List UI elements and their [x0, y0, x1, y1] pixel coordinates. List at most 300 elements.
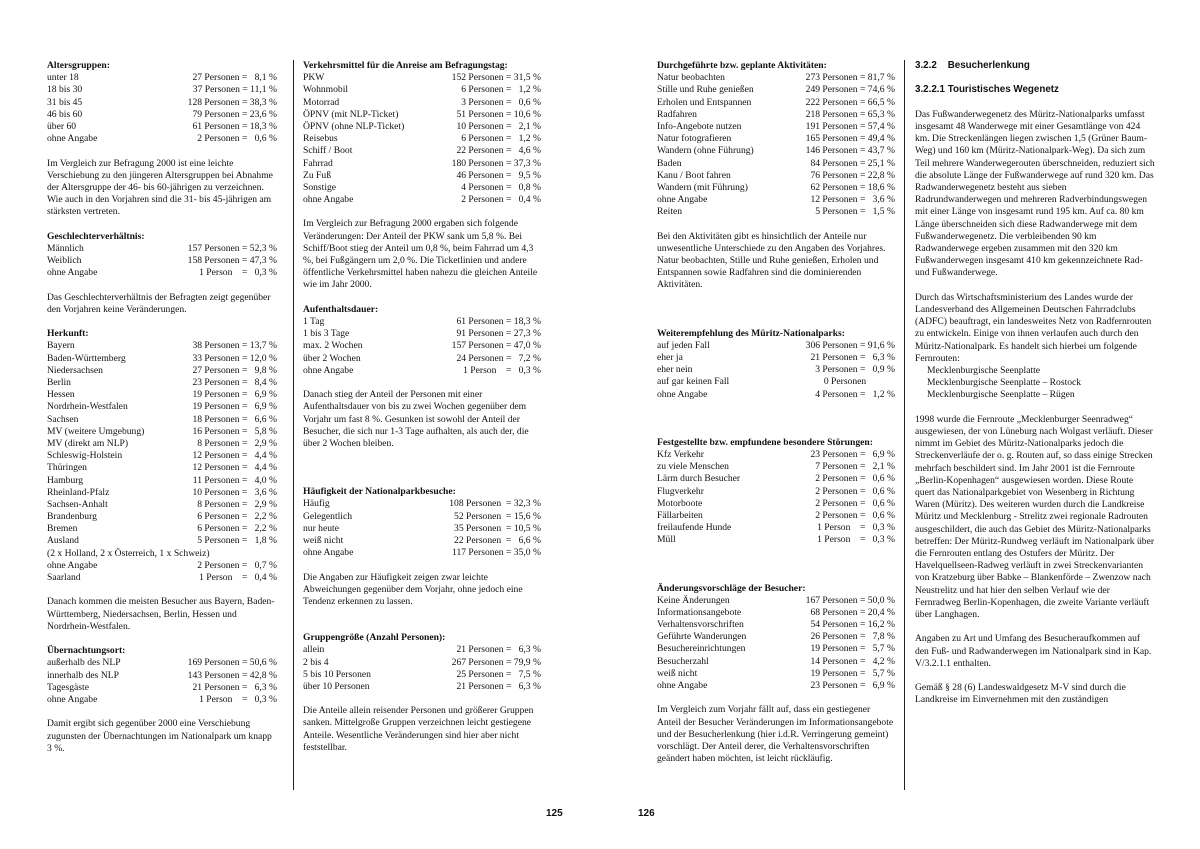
row-label: MV (direkt am NLP) — [47, 437, 129, 449]
row-value: 10 Personen = 2,1 % — [456, 120, 541, 132]
row-value: 19 Personen = 5,7 % — [810, 643, 895, 655]
table-row — [657, 643, 895, 655]
row-value: 157 Personen = 47,0 % — [451, 340, 541, 352]
table-row — [47, 255, 277, 267]
herkunft-text: Danach kommen die meisten Besucher aus Bayern, Baden-Württemberg, Niedersachsen, Berlin, Hessen und Nordrhein-Westfalen. — [47, 596, 275, 632]
section-number: 3.2.2 — [915, 60, 937, 71]
page-126-column-1 — [657, 60, 895, 778]
table-row — [657, 389, 895, 401]
row-label: ohne Angabe — [47, 559, 98, 571]
row-label: Wandern (mit Führung) — [657, 181, 748, 193]
table-row — [303, 97, 541, 109]
table-row — [303, 511, 541, 523]
row-value: 14 Personen = 4,2 % — [810, 655, 895, 667]
table-row — [47, 487, 277, 499]
row-value: 3 Personen = 0,9 % — [815, 364, 895, 376]
column-divider-right — [904, 60, 905, 790]
table-row — [657, 595, 895, 607]
row-label: Reisebus — [303, 133, 338, 145]
row-label: Keine Änderungen — [657, 594, 730, 606]
row-value: 33 Personen = 12,0 % — [192, 352, 277, 364]
row-label: Zu Fuß — [303, 169, 331, 181]
row-value: 5 Personen = 1,8 % — [197, 535, 277, 547]
row-label: Rheinland-Pfalz — [47, 486, 110, 498]
row-label: innerhalb des NLP — [47, 669, 119, 681]
row-value: 12 Personen = 4,4 % — [192, 462, 277, 474]
table-row — [47, 340, 277, 352]
table-row — [47, 523, 277, 535]
row-value: 152 Personen = 31,5 % — [451, 72, 541, 84]
row-value: 143 Personen = 42,8 % — [187, 669, 277, 681]
row-label: allein — [303, 644, 325, 656]
row-value: 2 Personen = 0,4 % — [461, 194, 541, 206]
table-row — [657, 668, 895, 680]
row-label: Natur beobachten — [657, 72, 725, 84]
row-label: Info-Angebote nutzen — [657, 120, 742, 132]
row-value: 158 Personen = 47,3 % — [187, 255, 277, 267]
row-label: auf gar keinen Fall — [657, 376, 730, 388]
row-value: 61 Personen = 18,3 % — [192, 120, 277, 132]
table-row — [657, 619, 895, 631]
table-row — [47, 389, 277, 401]
row-value: 16 Personen = 5,8 % — [192, 425, 277, 437]
row-value: 180 Personen = 37,3 % — [451, 157, 541, 169]
row-label: Motorrad — [303, 96, 340, 108]
row-label: 18 bis 30 — [47, 84, 83, 96]
row-label: Hessen — [47, 389, 75, 401]
table-row — [47, 72, 277, 84]
haeufigkeit-text: Die Angaben zur Häufigkeit zeigen zwar leichte Abweichungen gegenüber dem Vorjahr, ohne jedoch eine Tendenz erkennen zu lassen. — [303, 571, 523, 607]
table-row — [303, 365, 541, 377]
table-row — [303, 547, 541, 559]
row-value: 12 Personen = 4,4 % — [192, 450, 277, 462]
row-label: ohne Angabe — [657, 388, 708, 400]
row-value: 91 Personen = 27,3 % — [456, 328, 541, 340]
row-value: 21 Personen = 6,3 % — [456, 644, 541, 656]
table-row — [303, 644, 541, 656]
table-row — [47, 682, 277, 694]
vorschlaege-text: Im Vergleich zum Vorjahr fällt auf, dass ein gestiegener Anteil der Besucher Veränderungen im Informationsangebote und der Besucherlenkung (hier i.d.R. Verringerung gemeint) vorschlägt. Der Anteil derer, die Verhaltensvorschriften geändert haben möchten, ist leicht rückläufig. — [657, 704, 894, 765]
row-value: 2 Personen = 0,6 % — [815, 497, 895, 509]
row-value: 4 Personen = 1,2 % — [815, 388, 895, 400]
subsection-number: 3.2.2.1 — [915, 84, 945, 96]
table-row — [47, 267, 277, 279]
row-label: Sachsen — [47, 413, 79, 425]
table-row — [47, 243, 277, 255]
row-value: 61 Personen = 18,3 % — [456, 316, 541, 328]
row-label: 5 bis 10 Personen — [303, 668, 371, 680]
table-row — [303, 340, 541, 352]
row-label: Männlich — [47, 242, 84, 254]
row-label: Niedersachsen — [47, 364, 103, 376]
row-label: Schiff / Boot — [303, 145, 353, 157]
table-row — [47, 84, 277, 96]
verkehrsmittel-heading: Verkehrsmittel für die Anreise am Befragungstag: — [303, 60, 508, 71]
row-value: 267 Personen = 79,9 % — [451, 656, 541, 668]
row-label: Baden-Württemberg — [47, 352, 126, 364]
table-row — [303, 681, 541, 693]
row-label: freilaufende Hunde — [657, 522, 732, 534]
row-label: Sonstige — [303, 181, 337, 193]
table-row — [657, 498, 895, 510]
table-row — [47, 694, 277, 706]
row-value: 35 Personen = 10,5 % — [454, 522, 541, 534]
table-row — [657, 133, 895, 145]
row-label: MV (weitere Umgebung) — [47, 425, 145, 437]
table-row — [303, 158, 541, 170]
subsection-heading — [915, 84, 1155, 96]
gruppe-heading: Gruppengröße (Anzahl Personen): — [303, 632, 446, 644]
stoerungen-section — [657, 437, 895, 547]
row-value: 8 Personen = 2,9 % — [197, 437, 277, 449]
table-row — [303, 72, 541, 84]
table-row — [47, 438, 277, 450]
table-row — [47, 97, 277, 109]
page-number-left: 125 — [546, 808, 563, 819]
row-label: Flugverkehr — [657, 485, 704, 497]
row-label: Informationsangebote — [657, 606, 742, 618]
row-value: 52 Personen = 15,6 % — [454, 510, 541, 522]
row-label: ÖPNV (ohne NLP-Ticket) — [303, 120, 405, 132]
table-row — [657, 486, 895, 498]
table-row — [47, 401, 277, 413]
altersgruppen-section — [47, 60, 277, 145]
row-value: 27 Personen = 9,8 % — [192, 364, 277, 376]
row-value: 128 Personen = 38,3 % — [187, 96, 277, 108]
row-value: 1 Person = 0,4 % — [199, 572, 277, 584]
row-value: 19 Personen = 5,7 % — [810, 667, 895, 679]
altersgruppen-text: Im Vergleich zur Befragung 2000 ist eine leichte Verschiebung zu den jüngeren Altersgruppen bei Abnahme der Altersgruppe der 46- bis 60-jährigen zu verzeichnen. Wie auch in den Vorjahren sind die 31- bis 45-jährigen am stärksten vertreten. — [47, 157, 273, 218]
table-row — [657, 352, 895, 364]
row-label: Natur fotografieren — [657, 133, 732, 145]
ausland-note: (2 x Holland, 2 x Österreich, 1 x Schweiz) — [47, 547, 210, 559]
row-label: ohne Angabe — [47, 267, 98, 279]
row-label: Erholen und Entspannen — [657, 96, 752, 108]
row-value: 18 Personen = 6,6 % — [192, 413, 277, 425]
row-label: Reiten — [657, 206, 683, 218]
row-value: 6 Personen = 1,2 % — [461, 133, 541, 145]
table-row — [657, 84, 895, 96]
table-row — [47, 657, 277, 669]
table-row — [657, 182, 895, 194]
row-label: Stille und Ruhe genießen — [657, 84, 754, 96]
table-row — [47, 499, 277, 511]
table-row — [303, 194, 541, 206]
table-row — [657, 145, 895, 157]
row-label: weiß nicht — [303, 534, 344, 546]
row-value: 165 Personen = 49,4 % — [805, 133, 895, 145]
row-label: Schleswig-Holstein — [47, 450, 123, 462]
table-row — [303, 669, 541, 681]
row-label: ohne Angabe — [657, 194, 708, 206]
table-row — [303, 498, 541, 510]
subsection-title: Touristisches Wegenetz — [947, 84, 1059, 96]
row-value: 6 Personen = 1,2 % — [461, 84, 541, 96]
aufenthalt-text: Danach stieg der Anteil der Personen mit einer Aufenthaltsdauer von bis zu zwei Wochen gegenüber dem Vorjahr um fast 8 %. Gesunken ist sowohl der Anteil der Besucher, die sich nur 1-3 Tage aufhalten, als auch der, die über 2 Wochen bleiben. — [303, 389, 529, 449]
row-label: Häufig — [303, 498, 330, 510]
row-value: 12 Personen = 3,6 % — [810, 194, 895, 206]
wegenetz-paragraph-3: 1998 wurde die Fernroute „Mecklenburger Seenradweg“ ausgewiesen, der von Lüneburg nach Wolgast verläuft. Dieser nimmt im Gebiet des Müritz-Nationalparks jedoch die Streckenverläufe der o. g. Routen auf, so dass einige Strecken mehrfach beschildert sind. Im Jahr 2001 ist die Fernroute „Berlin-Kopenhagen“ ausgewiesen worden. Diese Route quert das Nationalparkgebiet von Wesenberg in Richtung Waren (Müritz). Des weiteren wurden durch die Landkreise Müritz und Mecklenburg - Strelitz zwei regionale Radrouten ausgeschildert, die auch das Gebiet des Müritz-Nationalparks betreffen: Der Müritz-Rundweg verläuft im Nationalpark über die Fernrouten entlang des Ostufers der Müritz. Der Havelquellseen-Radweg verläuft in zwei Streckenvarianten von Kratzeburg über Babke – Blankenförde – Zwenzow nach Neustrelitz und hat hier den selben Verlauf wie der Fernradweg Berlin-Kopenhagen, die zweite Variante verläuft über Langhagen. — [915, 413, 1155, 621]
table-row — [47, 670, 277, 682]
row-label: Lärm durch Besucher — [657, 473, 741, 485]
row-value: 19 Personen = 6,9 % — [192, 389, 277, 401]
row-label: Brandenburg — [47, 511, 97, 523]
wegenetz-paragraph-5: Gemäß § 28 (6) Landeswaldgesetz M-V sind durch die Landkreise im Einvernehmen mit den zuständigen — [915, 682, 1126, 706]
row-value: 68 Personen = 20,4 % — [810, 606, 895, 618]
gruppe-text: Die Anteile allein reisender Personen und größerer Gruppen sanken. Mittelgroße Gruppen verzeichnen leicht gestiegene Anteile. Wesentliche Veränderungen sind hier aber nicht feststellbar. — [303, 705, 534, 753]
page-125-column-2 — [303, 60, 541, 766]
row-value: 4 Personen = 0,8 % — [461, 181, 541, 193]
row-value: 8 Personen = 2,9 % — [197, 498, 277, 510]
table-row — [657, 449, 895, 461]
row-value: 157 Personen = 52,3 % — [187, 242, 277, 254]
table-row — [657, 97, 895, 109]
row-value: 5 Personen = 1,5 % — [815, 206, 895, 218]
table-row — [47, 475, 277, 487]
table-row — [303, 657, 541, 669]
table-row — [657, 364, 895, 376]
row-value: 306 Personen = 91,6 % — [805, 339, 895, 351]
row-label: Geführte Wanderungen — [657, 631, 747, 643]
row-label: nur heute — [303, 522, 339, 534]
row-label: Bayern — [47, 340, 75, 352]
row-value: 2 Personen = 0,6 % — [197, 133, 277, 145]
row-value: 10 Personen = 3,6 % — [192, 486, 277, 498]
table-row — [47, 109, 277, 121]
row-value: 62 Personen = 18,6 % — [810, 181, 895, 193]
weiterempfehlung-heading: Weiterempfehlung des Müritz-Nationalparks: — [657, 327, 845, 339]
row-label: Kanu / Boot fahren — [657, 169, 731, 181]
row-value: 1 Person = 0,3 % — [817, 534, 895, 546]
row-value: 7 Personen = 2,1 % — [815, 461, 895, 473]
row-label: ohne Angabe — [47, 133, 98, 145]
row-label: Thüringen — [47, 462, 87, 474]
table-row — [657, 656, 895, 668]
row-value: 2 Personen = 0,7 % — [197, 559, 277, 571]
row-value: 23 Personen = 6,9 % — [810, 680, 895, 692]
wegenetz-paragraph-1: Das Fußwanderwegenetz des Müritz-Nationalparks umfasst insgesamt 48 Wanderwege mit einer Gesamtlänge von 424 km. Die Streckenlängen liegen zwischen 1,5 (Grüner Baum-Weg) und 160 km (Müritz-Nationalpark-Weg). Da sich zum Teil mehrere Wanderwegerouten überschneiden, reduziert sich die absolute Länge der Fußwanderwege auf rund 320 km. Das Radwanderwegenetz besteht aus sieben Radrundwanderwegen und mehreren Radverbindungswegen mit einer Länge von insgesamt rund 195 km. Auf ca. 80 km Länge überschneiden sich diese Radwanderwege mit dem Fußwanderwegenetz. Die verbleibenden 90 km Radwanderwege ergeben zusammen mit den 320 km Fußwanderwegen insgesamt 410 km gekennzeichnete Rad- und Fußwanderwege. — [915, 108, 1155, 279]
table-row — [303, 535, 541, 547]
row-label: Hamburg — [47, 474, 84, 486]
table-row — [47, 353, 277, 365]
row-label: Fahrrad — [303, 157, 333, 169]
column-divider-left — [293, 60, 294, 790]
section-heading — [915, 60, 1155, 72]
row-label: Berlin — [47, 377, 71, 389]
table-row — [303, 316, 541, 328]
row-label: Nordrhein-Westfalen — [47, 401, 128, 413]
table-row — [657, 473, 895, 485]
row-value: 2 Personen = 0,6 % — [815, 473, 895, 485]
row-label: Sachsen-Anhalt — [47, 498, 108, 510]
row-label: Ausland — [47, 535, 79, 547]
aufenthalt-heading: Aufenthaltsdauer: — [303, 303, 379, 315]
uebernachtung-text: Damit ergibt sich gegenüber 2000 eine Verschiebung zugunsten der Übernachtungen im Nationalpark um knapp 3 %. — [47, 718, 272, 754]
row-value: 23 Personen = 8,4 % — [192, 377, 277, 389]
uebernachtung-heading: Übernachtungsort: — [47, 645, 126, 657]
row-label: auf jeden Fall — [657, 339, 710, 351]
row-value: 21 Personen = 6,3 % — [810, 352, 895, 364]
table-row — [657, 158, 895, 170]
altersgruppen-heading: Altersgruppen: — [47, 60, 110, 71]
haeufigkeit-heading: Häufigkeit der Nationalparkbesuche: — [303, 486, 456, 498]
table-row — [47, 121, 277, 133]
route-item: Mecklenburgische Seenplatte — [927, 365, 1041, 377]
row-value: 21 Personen = 6,3 % — [456, 680, 541, 692]
row-label: Weiblich — [47, 255, 82, 267]
table-row — [657, 461, 895, 473]
table-row — [303, 170, 541, 182]
row-label: 1 Tag — [303, 316, 325, 328]
row-value: 273 Personen = 81,7 % — [805, 72, 895, 84]
wegenetz-paragraph-2: Durch das Wirtschaftsministerium des Landes wurde der Landesverband des Allgemeinen Deutschen Fahrradclubs (ADFC) beauftragt, ein landesweites Netz von Radfernrouten zu entwickeln. Einige von ihnen verlaufen auch durch den Müritz-Nationalpark. Es handelt sich hierbei um folgende Fernrouten: — [915, 291, 1152, 364]
geschlecht-heading: Geschlechterverhältnis: — [47, 230, 145, 242]
table-row — [303, 182, 541, 194]
row-value: 22 Personen = 6,6 % — [454, 534, 541, 546]
row-label: Müll — [657, 534, 676, 546]
table-row — [303, 133, 541, 145]
table-row — [303, 353, 541, 365]
row-label: außerhalb des NLP — [47, 657, 121, 669]
row-label: max. 2 Wochen — [303, 340, 363, 352]
row-value: 37 Personen = 11,1 % — [192, 84, 277, 96]
table-row — [303, 145, 541, 157]
table-row — [47, 572, 277, 584]
row-value: 1 Person = 0,3 % — [817, 522, 895, 534]
row-value: 19 Personen = 6,9 % — [192, 401, 277, 413]
row-label: über 10 Personen — [303, 680, 370, 692]
vorschlaege-heading: Änderungsvorschläge der Besucher: — [657, 582, 806, 594]
row-value: 6 Personen = 2,2 % — [197, 511, 277, 523]
table-row — [657, 340, 895, 352]
table-row — [303, 523, 541, 535]
row-value: 1 Person = 0,3 % — [463, 364, 541, 376]
row-label: PKW — [303, 72, 325, 84]
table-row — [47, 450, 277, 462]
aktivitaeten-heading: Durchgeführte bzw. geplante Aktivitäten: — [657, 60, 827, 71]
row-value: 79 Personen = 23,6 % — [192, 108, 277, 120]
herkunft-section — [47, 328, 277, 584]
row-value: 11 Personen = 4,0 % — [192, 474, 277, 486]
table-row — [657, 170, 895, 182]
geschlecht-text: Das Geschlechterverhältnis der Befragten zeigt gegenüber den Vorjahren keine Veränderungen. — [47, 291, 271, 315]
vorschlaege-section — [657, 583, 895, 693]
row-value: 51 Personen = 10,6 % — [456, 108, 541, 120]
row-value: 24 Personen = 7,2 % — [456, 352, 541, 364]
row-label: Fällarbeiten — [657, 509, 703, 521]
row-label: 1 bis 3 Tage — [303, 328, 350, 340]
table-row — [657, 72, 895, 84]
verkehrsmittel-section — [303, 60, 541, 206]
table-row — [657, 631, 895, 643]
route-list — [915, 365, 1155, 402]
table-row — [657, 607, 895, 619]
aktivitaeten-text: Bei den Aktivitäten gibt es hinsichtlich der Anteile nur unwesentliche Unterschiede zu den Angaben des Vorjahres. Natur beobachten, Stille und Ruhe genießen, Erholen und Entspannen sowie Radfahren sind die dominierenden Aktivitäten. — [657, 230, 886, 291]
row-value: 1 Person = 0,3 % — [199, 267, 277, 279]
row-label: zu viele Menschen — [657, 461, 729, 473]
row-value: 169 Personen = 50,6 % — [187, 657, 277, 669]
table-row — [657, 376, 895, 388]
table-row — [303, 328, 541, 340]
row-label: ohne Angabe — [303, 364, 354, 376]
row-value: 249 Personen = 74,6 % — [805, 84, 895, 96]
row-value: 117 Personen = 35,0 % — [452, 547, 541, 559]
row-value: 2 Personen = 0,6 % — [815, 509, 895, 521]
table-row — [303, 121, 541, 133]
row-label: unter 18 — [47, 72, 79, 84]
table-row — [47, 426, 277, 438]
row-label: ohne Angabe — [303, 547, 354, 559]
row-value: 191 Personen = 57,4 % — [805, 120, 895, 132]
row-label: Tagesgäste — [47, 681, 89, 693]
table-row — [657, 522, 895, 534]
row-label: Saarland — [47, 572, 81, 584]
row-label: Besuchereinrichtungen — [657, 643, 746, 655]
row-value: 27 Personen = 8,1 % — [192, 72, 277, 84]
route-item: Mecklenburgische Seenplatte – Rostock — [927, 377, 1082, 389]
aufenthalt-section — [303, 304, 541, 377]
row-value: 38 Personen = 13,7 % — [192, 340, 277, 352]
route-item: Mecklenburgische Seenplatte – Rügen — [927, 389, 1075, 401]
row-value: 108 Personen = 32,3 % — [449, 498, 541, 510]
table-row — [47, 133, 277, 145]
row-value: 76 Personen = 22,8 % — [810, 169, 895, 181]
wegenetz-paragraph-4: Angaben zu Art und Umfang des Besucheraufkommen auf den Fuß- und Radwanderwegen im Nationalpark sind in Kap. V/3.2.1.1 enthalten. — [915, 633, 1152, 669]
row-value: 1 Person = 0,3 % — [199, 693, 277, 705]
table-row — [47, 365, 277, 377]
table-row — [657, 194, 895, 206]
row-label: ohne Angabe — [47, 693, 98, 705]
row-label: über 2 Wochen — [303, 352, 361, 364]
aktivitaeten-section — [657, 60, 895, 218]
row-value: 146 Personen = 43,7 % — [805, 145, 895, 157]
geschlecht-section — [47, 231, 277, 280]
row-label: ÖPNV (mit NLP-Ticket) — [303, 108, 399, 120]
table-row — [657, 206, 895, 218]
row-value: 3 Personen = 0,6 % — [461, 96, 541, 108]
row-label: Bremen — [47, 523, 78, 535]
row-label: Verhaltensvorschriften — [657, 619, 744, 631]
row-label: 31 bis 45 — [47, 96, 83, 108]
table-row — [657, 534, 895, 546]
herkunft-heading: Herkunft: — [47, 328, 89, 340]
gruppe-section — [303, 632, 541, 693]
row-label: eher ja — [657, 352, 683, 364]
table-row — [657, 121, 895, 133]
row-value: 21 Personen = 6,3 % — [192, 681, 277, 693]
table-row — [47, 414, 277, 426]
weiterempfehlung-section — [657, 328, 895, 401]
page-number-right: 126 — [638, 808, 655, 819]
table-row — [47, 511, 277, 523]
row-label: 2 bis 4 — [303, 656, 329, 668]
table-row — [47, 377, 277, 389]
table-row — [303, 109, 541, 121]
row-value: 222 Personen = 66,5 % — [805, 96, 895, 108]
verkehrsmittel-text: Im Vergleich zur Befragung 2000 ergaben sich folgende Veränderungen: Der Anteil der PKW sank um 5,8 %. Bei Schiff/Boot stieg der Anteil um 0,8 %, beim Fahrrad um 4,3 %, bei Fußgängern um 2,0 %. Die Ticketlinien und andere öffentliche Verkehrsmittel haben nahezu die gleichen Anteile wie im Jahr 2000. — [303, 218, 538, 291]
row-label: Radfahren — [657, 108, 697, 120]
row-value: 54 Personen = 16,2 % — [810, 619, 895, 631]
row-label: Motorboote — [657, 497, 703, 509]
table-row — [657, 109, 895, 121]
table-row — [657, 680, 895, 692]
row-value: 218 Personen = 65,3 % — [805, 108, 895, 120]
row-label: Baden — [657, 157, 682, 169]
table-row — [303, 84, 541, 96]
row-value: 23 Personen = 6,9 % — [810, 449, 895, 460]
row-label: 46 bis 60 — [47, 108, 83, 120]
row-label: Wandern (ohne Führung) — [657, 145, 754, 157]
